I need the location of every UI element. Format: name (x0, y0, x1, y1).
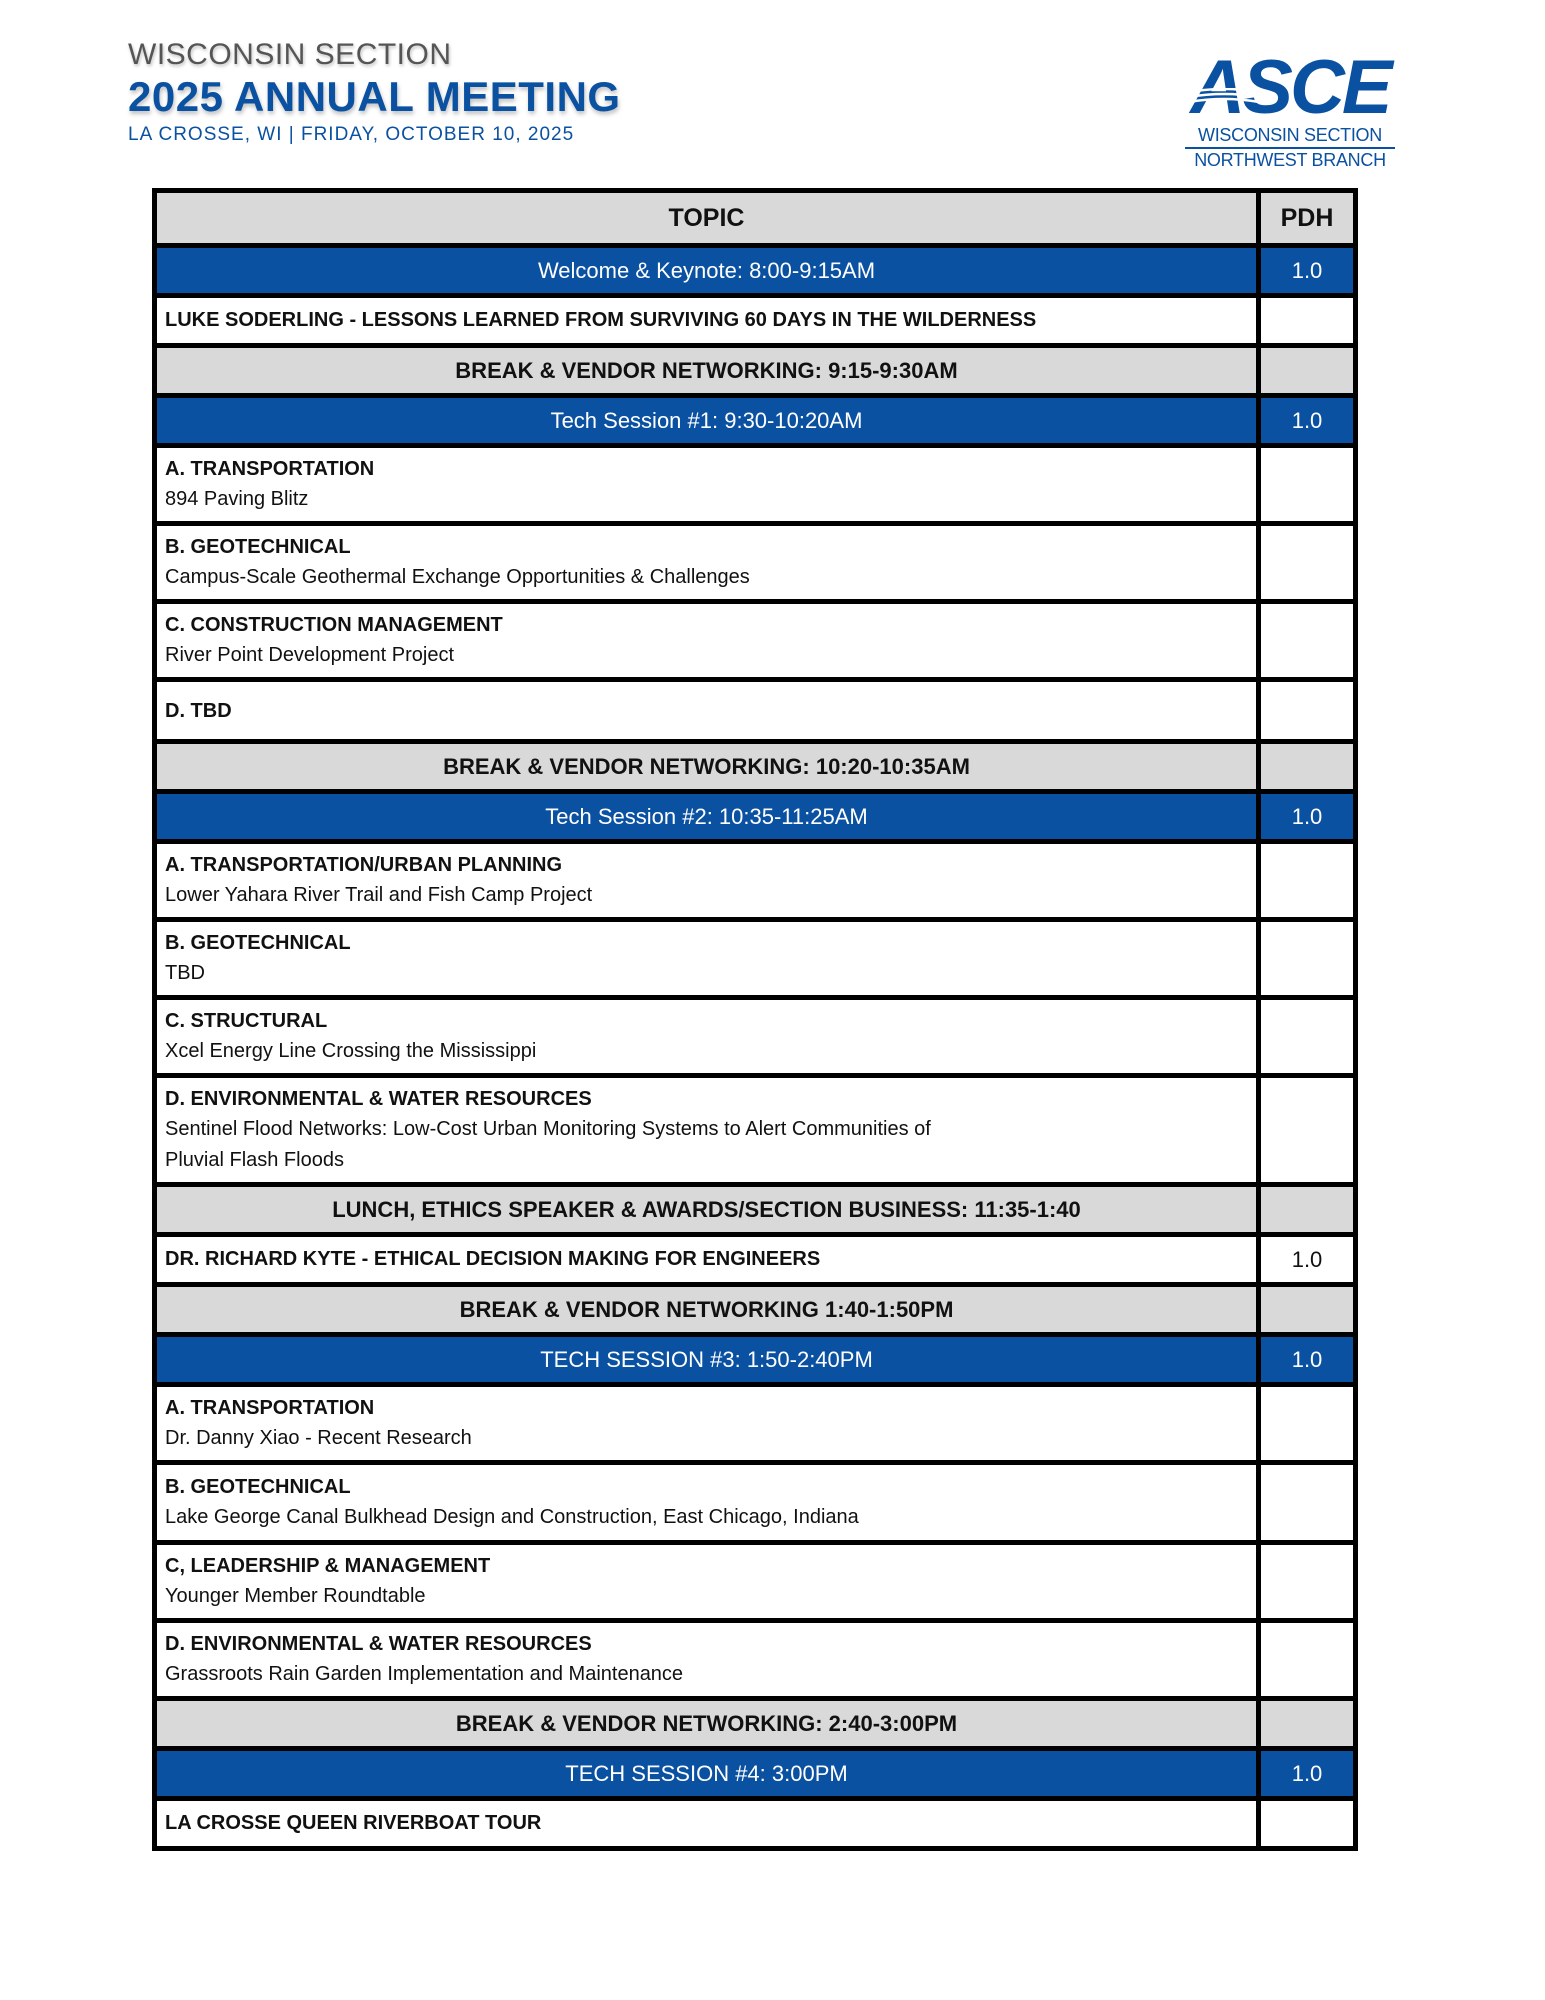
pdh-value (1261, 1545, 1353, 1618)
pdh-value (1261, 1701, 1353, 1746)
table-row: LUKE SODERLING - LESSONS LEARNED FROM SURVIVING 60 DAYS IN THE WILDERNESS (157, 298, 1353, 348)
pdh-value (1261, 1387, 1353, 1460)
table-row: DR. RICHARD KYTE - ETHICAL DECISION MAKING FOR ENGINEERS 1.0 (157, 1237, 1353, 1287)
pdh-value (1261, 526, 1353, 599)
topic-header: TOPIC (157, 193, 1261, 243)
pdh-value (1261, 1000, 1353, 1073)
pdh-value (1261, 1465, 1353, 1540)
session-row: Welcome & Keynote: 8:00-9:15AM 1.0 (157, 248, 1353, 298)
pdh-value (1261, 922, 1353, 995)
track-row: D. TBD (157, 682, 1353, 744)
page-header (128, 38, 621, 146)
page-title: 2025 ANNUAL MEETING (128, 73, 621, 120)
break-row: BREAK & VENDOR NETWORKING: 10:20-10:35AM (157, 744, 1353, 794)
pdh-value (1261, 1801, 1353, 1846)
session-row: TECH SESSION #3: 1:50-2:40PM 1.0 (157, 1337, 1353, 1387)
asce-logo (1185, 45, 1395, 171)
track-row: B. GEOTECHNICAL Lake George Canal Bulkhead Design and Construction, East Chicago, Indiana (157, 1465, 1353, 1545)
pdh-value (1261, 682, 1353, 739)
section-name: WISCONSIN SECTION (128, 38, 452, 71)
pdh-value (1261, 1078, 1353, 1182)
break-row: BREAK & VENDOR NETWORKING 1:40-1:50PM (157, 1287, 1353, 1337)
pdh-value (1261, 448, 1353, 521)
session-row: TECH SESSION #4: 3:00PM 1.0 (157, 1751, 1353, 1801)
track-row: C. STRUCTURAL Xcel Energy Line Crossing the Mississippi (157, 1000, 1353, 1078)
pdh-value: 1.0 (1261, 398, 1353, 443)
logo-line1: WISCONSIN SECTION (1185, 124, 1395, 149)
pdh-value (1261, 844, 1353, 917)
track-row: C. CONSTRUCTION MANAGEMENT River Point Development Project (157, 604, 1353, 682)
table-header-row (157, 193, 1353, 248)
pdh-header: PDH (1261, 193, 1353, 243)
session-row: Tech Session #2: 10:35-11:25AM 1.0 (157, 794, 1353, 844)
break-row: BREAK & VENDOR NETWORKING: 2:40-3:00PM (157, 1701, 1353, 1751)
pdh-value: 1.0 (1261, 1751, 1353, 1796)
pdh-value (1261, 1623, 1353, 1696)
pdh-value (1261, 298, 1353, 343)
pdh-value (1261, 1287, 1353, 1332)
wave-icon (1189, 88, 1259, 106)
pdh-value: 1.0 (1261, 1337, 1353, 1382)
track-row: D. ENVIRONMENTAL & WATER RESOURCES Grassroots Rain Garden Implementation and Maintenance (157, 1623, 1353, 1701)
pdh-value (1261, 744, 1353, 789)
agenda-table (152, 188, 1358, 1851)
track-row: D. ENVIRONMENTAL & WATER RESOURCES Sentinel Flood Networks: Low-Cost Urban Monitoring Systems to Alert Communities of Pluvial Flash Floods (157, 1078, 1353, 1187)
session-row: Tech Session #1: 9:30-10:20AM 1.0 (157, 398, 1353, 448)
pdh-value: 1.0 (1261, 1237, 1353, 1282)
track-row: A. TRANSPORTATION Dr. Danny Xiao - Recent Research (157, 1387, 1353, 1465)
track-row: A. TRANSPORTATION/URBAN PLANNING Lower Yahara River Trail and Fish Camp Project (157, 844, 1353, 922)
logo-acronym: ASCE (1190, 45, 1390, 130)
pdh-value (1261, 348, 1353, 393)
break-row: BREAK & VENDOR NETWORKING: 9:15-9:30AM (157, 348, 1353, 398)
table-row: LA CROSSE QUEEN RIVERBOAT TOUR (157, 1801, 1353, 1846)
logo-line2: NORTHWEST BRANCH (1194, 150, 1386, 170)
pdh-value (1261, 1187, 1353, 1232)
pdh-value: 1.0 (1261, 794, 1353, 839)
location-date: LA CROSSE, WI | FRIDAY, OCTOBER 10, 2025 (128, 124, 575, 145)
pdh-value: 1.0 (1261, 248, 1353, 293)
track-row: B. GEOTECHNICAL TBD (157, 922, 1353, 1000)
break-row: LUNCH, ETHICS SPEAKER & AWARDS/SECTION BUSINESS: 11:35-1:40 (157, 1187, 1353, 1237)
track-row: C, LEADERSHIP & MANAGEMENT Younger Member Roundtable (157, 1545, 1353, 1623)
track-row: A. TRANSPORTATION 894 Paving Blitz (157, 448, 1353, 526)
track-row: B. GEOTECHNICAL Campus-Scale Geothermal Exchange Opportunities & Challenges (157, 526, 1353, 604)
pdh-value (1261, 604, 1353, 677)
